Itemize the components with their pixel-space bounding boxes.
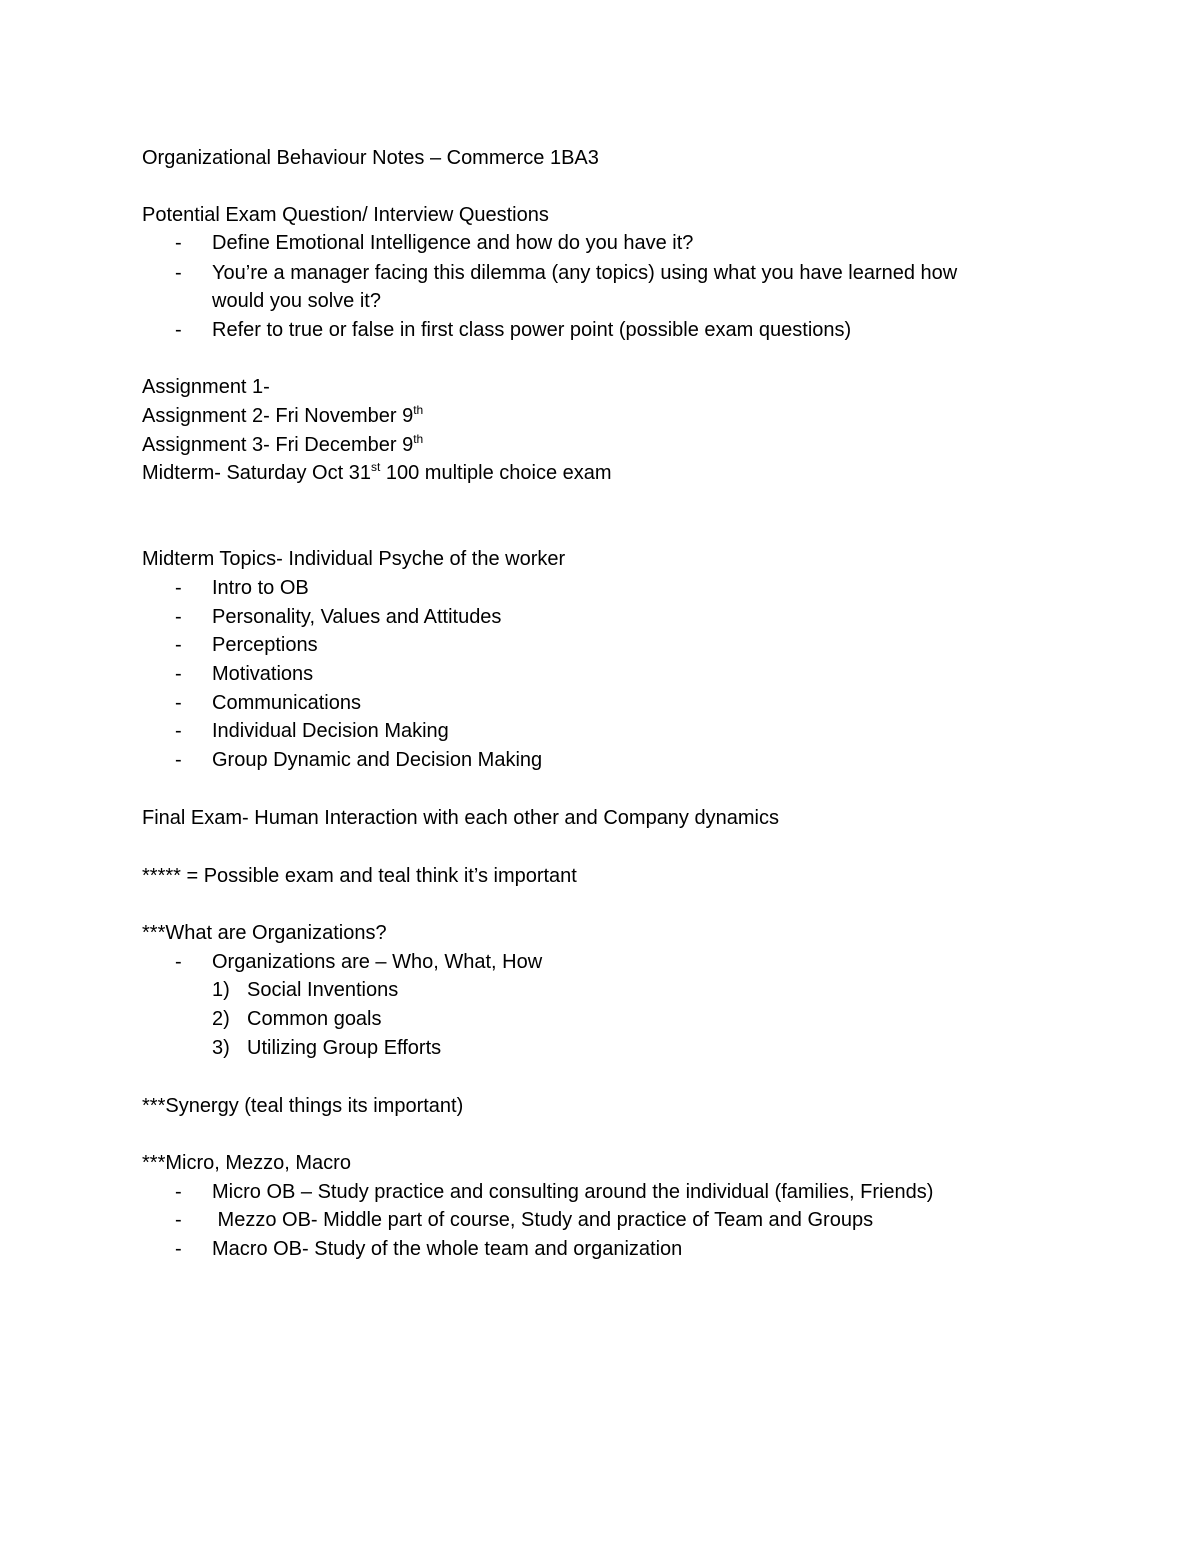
synergy-line: ***Synergy (teal things its important)	[142, 1095, 464, 1117]
bullet-dash: -	[175, 232, 182, 254]
numbered-marker: 3)	[212, 1037, 230, 1059]
exam-questions-heading: Potential Exam Question/ Interview Questions	[142, 204, 549, 226]
assignment-3-text: Assignment 3- Fri December 9	[142, 434, 414, 456]
bullet-dash: -	[175, 951, 182, 973]
bullet-dash: -	[175, 577, 182, 599]
bullet-dash: -	[175, 749, 182, 771]
levels-item: Micro OB – Study practice and consulting around the individual (families, Friends)	[212, 1181, 934, 1203]
exam-question-item: Refer to true or false in first class power point (possible exam questions)	[212, 319, 852, 341]
assignment-2	[142, 404, 423, 428]
midterm-topic-item: Individual Decision Making	[212, 720, 449, 742]
numbered-marker: 1)	[212, 979, 230, 1001]
midterm-topic-item: Intro to OB	[212, 577, 309, 599]
bullet-dash: -	[175, 720, 182, 742]
midterm-superscript: st	[370, 460, 381, 474]
midterm-topic-item: Motivations	[212, 663, 314, 685]
bullet-dash: -	[175, 634, 182, 656]
assignment-2-text: Assignment 2- Fri November 9	[142, 405, 414, 427]
organizations-heading: ***What are Organizations?	[142, 922, 387, 944]
levels-item: Macro OB- Study of the whole team and organization	[212, 1238, 683, 1260]
bullet-dash: -	[175, 262, 182, 284]
exam-question-item: Define Emotional Intelligence and how do you have it?	[212, 232, 694, 254]
bullet-dash: -	[175, 606, 182, 628]
document-title: Organizational Behaviour Notes – Commerce 1BA3	[142, 147, 599, 169]
final-exam-line: Final Exam- Human Interaction with each other and Company dynamics	[142, 807, 779, 829]
assignment-3-superscript: th	[413, 432, 424, 446]
levels-heading: ***Micro, Mezzo, Macro	[142, 1152, 351, 1174]
organizations-bullet: Organizations are – Who, What, How	[212, 951, 543, 973]
numbered-item: Common goals	[247, 1008, 382, 1030]
midterm-topic-item: Perceptions	[212, 634, 318, 656]
numbered-marker: 2)	[212, 1008, 230, 1030]
assignment-2-superscript: th	[413, 403, 424, 417]
midterm-text: Midterm- Saturday Oct 31	[142, 462, 371, 484]
midterm-topic-item: Group Dynamic and Decision Making	[212, 749, 543, 771]
midterm-line	[142, 461, 612, 485]
bullet-dash: -	[175, 1238, 182, 1260]
midterm-topics-heading: Midterm Topics- Individual Psyche of the worker	[142, 548, 566, 570]
exam-question-item: You’re a manager facing this dilemma (any topics) using what you have learned how	[212, 262, 958, 284]
exam-question-item-continued: would you solve it?	[212, 290, 381, 312]
bullet-dash: -	[175, 1181, 182, 1203]
legend-line: ***** = Possible exam and teal think it’s important	[142, 865, 577, 887]
bullet-dash: -	[175, 319, 182, 341]
numbered-item: Social Inventions	[247, 979, 399, 1001]
assignment-3	[142, 433, 423, 457]
bullet-dash: -	[175, 1209, 182, 1231]
bullet-dash: -	[175, 663, 182, 685]
numbered-item: Utilizing Group Efforts	[247, 1037, 442, 1059]
midterm-topic-item: Personality, Values and Attitudes	[212, 606, 502, 628]
levels-item: Mezzo OB- Middle part of course, Study and practice of Team and Groups	[212, 1209, 874, 1231]
midterm-rest: 100 multiple choice exam	[380, 462, 612, 484]
bullet-dash: -	[175, 692, 182, 714]
assignment-1: Assignment 1-	[142, 376, 270, 398]
midterm-topic-item: Communications	[212, 692, 361, 714]
